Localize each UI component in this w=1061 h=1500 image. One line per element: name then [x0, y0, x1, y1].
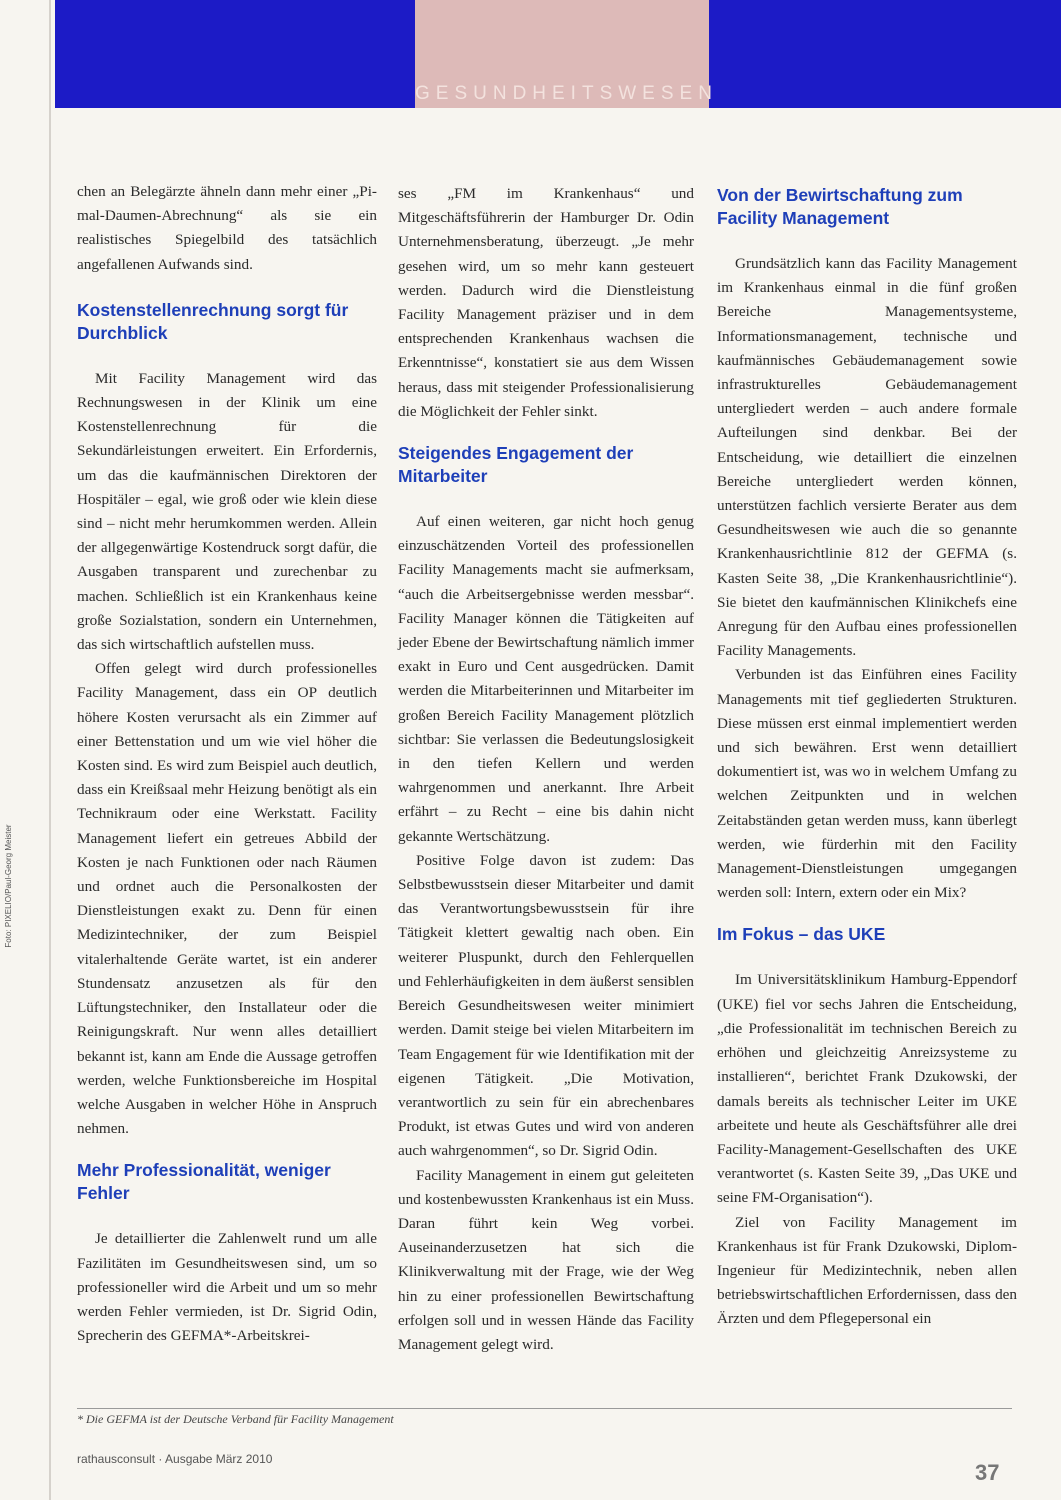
footnote: * Die GEFMA ist der Deutsche Verband für Facility Management: [77, 1412, 394, 1426]
paragraph: Ziel von Facility Management im Krankenhaus ist für Frank Dzukowski, Diplom-Ingenieur für Medizintechnik, neben allen betriebswirtschaftlichen Erfordernissen, dass den Ärzten und dem Pflegepersonal ein: [717, 1213, 1017, 1328]
paragraph: Positive Folge davon ist zudem: Das Selbstbewusstsein dieser Mitarbeiter und damit das Verantwortungsbewusstsein für ihre Tätigkeit klettert gewaltig nach oben. Ein weiterer Pluspunkt, durch den Fehlerquellen und Fehlerhäufigkeiten in dem äußerst sensiblen Bereich Gesundheitswesen weiter minimiert werden. Damit steige bei vielen Mitarbeitern im Team Engagement für wie Identifikation mit der eigenen Tätigkeit. „Die Motivation, verantwortlich zu sein für ein abrechenbares Produkt, ist etwas Gutes und wird von anderen auch wahrgenommen“, so Dr. Sigrid Odin.: [398, 851, 694, 1160]
paragraph: Verbunden ist das Einführen eines Facility Managements mit tief gegliederten Strukturen. Diese müssen erst einmal implementiert werden und sich bewähren. Erst wenn detailliert dokumentiert ist, was wo in welchem Umfang zu welchen Zeitpunkten und in welchen Zeitabständen getan werden muss, kann überlegt werden, wie fürderhin mit den Facility Management-Dienstleistungen umgegangen werden soll: Intern, extern oder ein Mix?: [717, 666, 1017, 902]
paragraph: Offen gelegt wird durch professionelles Facility Management, dass ein OP deutlich höhere Kosten verursacht als ein Zimmer auf einer Bettenstation und um wie viel höher die Kosten sind. Es wird zum Beispiel auch deutlich, dass ein Kreißsaal mehr Heizung benötigt als ein Technikraum oder eine Werkstatt. Facility Management liefert ein getreues Abbild der Kosten je nach Funktionen oder nach Räumen und ordnet auch die Personalkosten der Dienstleistungen exakt zu. Denn für einen Medizintechniker, der zum Beispiel vitalerhaltende Geräte wartet, ist ein anderer Stundensatz anzusetzen als für den Lüftungstechniker, den Installateur oder die Reinigungskraft. Nur wenn alles detailliert bekannt ist, kann am Ende die Aussage getroffen werden, welche Funktionsbereiche im Hospital welche Ausgaben in welcher Höhe in Anspruch nehmen.: [77, 660, 377, 1138]
page-gutter-line: [49, 0, 51, 1500]
section-tag: GESUNDHEITSWESEN: [415, 83, 718, 104]
page-number: 37: [975, 1460, 1000, 1485]
column-middle: [398, 182, 694, 1357]
paragraph: Auf einen weiteren, gar nicht hoch genug einzuschätzenden Vorteil des professionellen Facility Managements macht sie aufmerksam, “auch die Arbeitsergebnisse werden messbar“. Facility Manager können die Tätigkeiten auf jeder Ebene der Bewirtschaftung nämlich immer exakt in Euro und Cent ausgedrücken. Damit werden die Mitarbeiterinnen und Mitarbeiter im großen Bereich Facility Management plötzlich sichtbar: Sie verlassen die Bedeutungslosigkeit in den tiefen Kellern und werden wahrgenommen und anerkannt. Ihre Arbeit erfährt – zu Recht – eine bis dahin nicht gekannte Wertschätzung.: [398, 513, 694, 845]
paragraph: Je detaillierter die Zahlenwelt rund um alle Fazilitäten im Gesundheitswesen sind, um so professioneller wird die Arbeit und um so mehr werden Fehler vermieden, ist Dr. Sigrid Odin, Sprecherin des GEFMA*-Arbeitskrei-: [77, 1230, 377, 1345]
subheading: Im Fokus – das UKE: [717, 924, 886, 945]
paragraph: Facility Management in einem gut geleiteten und kostenbewussten Krankenhaus ist ein Muss. Daran führt kein Weg vorbei. Auseinanderzusetzen hat sich die Klinikverwaltung mit der Frage, wie der Weg hin zu einer professionellen Bewirtschaftung erfolgen soll und in wessen Hände das Facility Management gelegt wird.: [398, 1166, 694, 1353]
paragraph: ses „FM im Krankenhaus“ und Mitgeschäftsführerin der Hamburger Dr. Odin Unternehmensberatung, überzeugt. „Je mehr gesehen wird, um so mehr kann gesteuert werden. Dadurch wird die Dienstleistung Facility Management präziser und in dem entsprechenden Krankenhaus wachsen die Erkenntnisse“, konstatiert sie aus dem Wissen heraus, dass mit steigender Professionalisierung die Möglichkeit der Fehler sinkt.: [398, 185, 694, 420]
publication-info: rathausconsult · Ausgabe März 2010: [77, 1452, 273, 1466]
column-right: [717, 184, 1017, 1332]
paragraph: Im Universitätsklinikum Hamburg-Eppendorf (UKE) fiel vor sechs Jahren die Entscheidung, „die Professionalität im technischen Bereich zu erhöhen und gleichzeitig Anreizsysteme zu installieren“, berichtet Frank Dzukowski, der damals bereits als technischer Leiter im UKE arbeitete und heute als Geschäftsführer alle drei Facility-Management-Gesellschaften des UKE verantwortet (s. Kasten Seite 39, „Das UKE und seine FM-Organisation“).: [717, 971, 1017, 1207]
paragraph: Mit Facility Management wird das Rechnungswesen in der Klinik um eine Kostenstellenrechnung für die Sekundärleistungen erweitert. Ein Erfordernis, um das die kaufmännischen Direktoren der Hospitäler – egal, wie groß oder wie klein diese sind – nicht mehr herumkommen werden. Allein der allgegenwärtige Kostendruck sorgt dafür, die Ausgaben transparent und zurechenbar zu machen. Schließlich ist ein Krankenhaus keine große Sozialstation, sondern ein Unternehmen, das sich wirtschaftlich aufstellen muss.: [77, 369, 377, 654]
footnote-divider: [77, 1408, 1012, 1409]
photo-credit: Foto: PIXELIO/Paul-Georg Meister: [4, 824, 13, 948]
subheading: Steigendes Engagement der Mitarbeiter: [398, 443, 634, 487]
subheading: Mehr Professionalität, weniger Fehler: [77, 1160, 331, 1204]
paragraph: Grundsätzlich kann das Facility Management im Krankenhaus einmal in die fünf großen Bereiche Managementsysteme, Informationsmanagement, technische und kaufmännisches Gebäudemanagement sowie infrastrukturelles Gebäudemanagement untergliedert werden – auch andere formale Aufteilungen sind denkbar. Bei der Entscheidung, wie detailliert die einzelnen Bereiche untergliedert werden können, unterstützen fachlich versierte Berater aus dem Gesundheitswesen wie auch die so genannte Krankenhausrichtlinie 812 der GEFMA (s. Kasten Seite 38, „Die Krankenhausrichtlinie“). Sie bietet den kaufmännischen Klinikchefs eine Anregung für den Aufbau eines professionellen Facility Managements.: [717, 255, 1017, 660]
subheading: Kostenstellenrechnung sorgt für Durchblick: [77, 299, 349, 343]
subheading: Von der Bewirtschaftung zum Facility Management: [717, 185, 963, 228]
paragraph: chen an Belegärzte ähneln dann mehr einer „Pi-mal-Daumen-Abrechnung“ als sie ein realistisches Spiegelbild des tatsächlich angefallenen Aufwands sind.: [77, 183, 377, 273]
column-left: [77, 180, 377, 1348]
